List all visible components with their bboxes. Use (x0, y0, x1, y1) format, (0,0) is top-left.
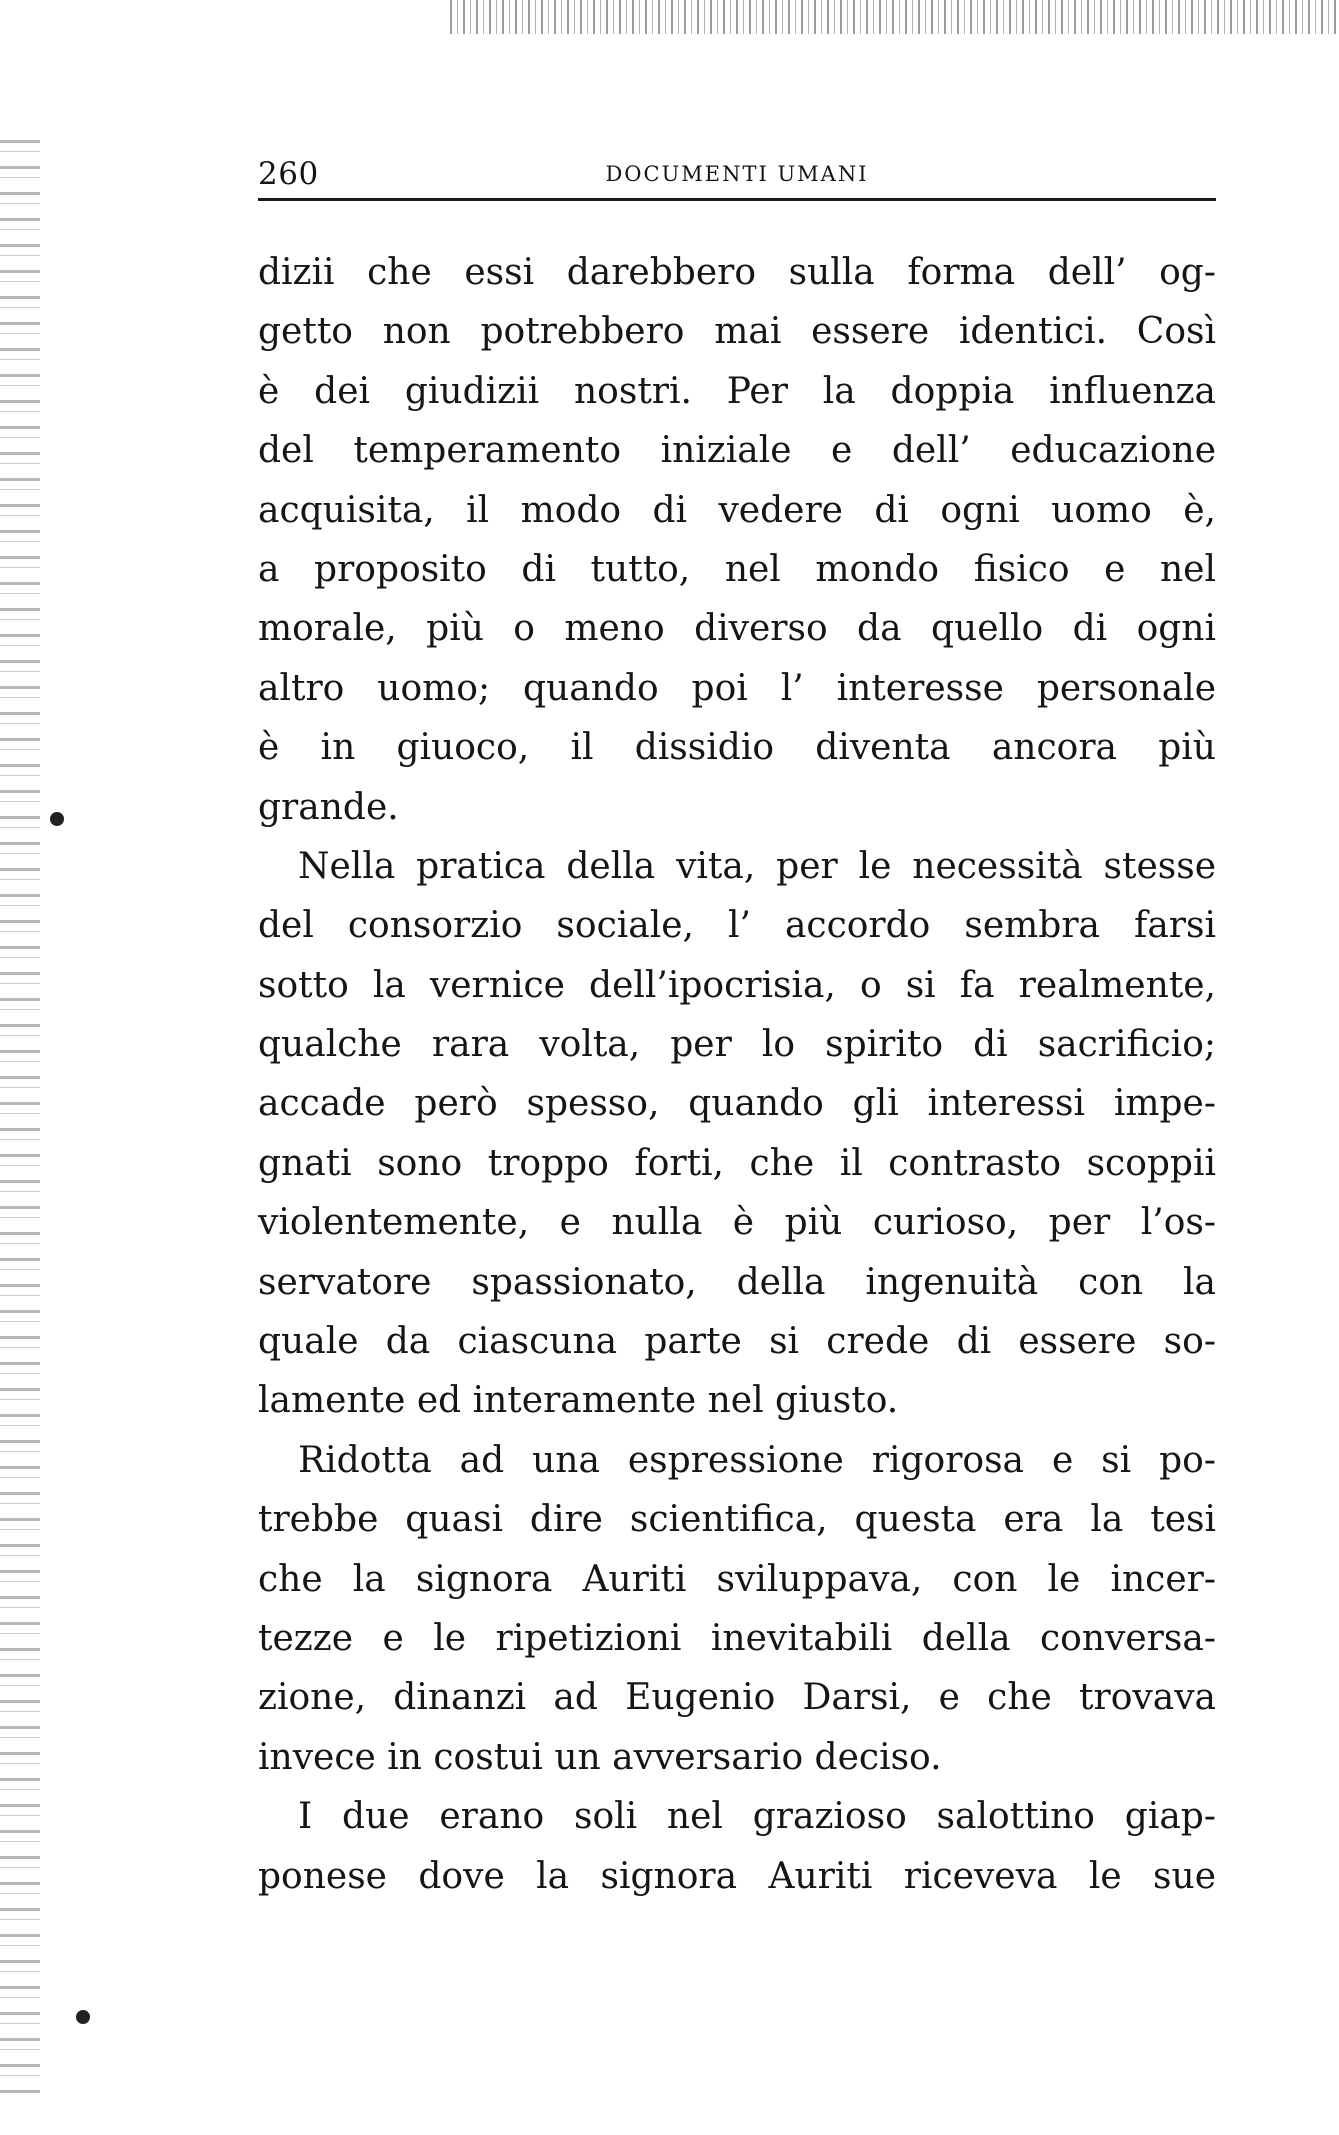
scan-noise-top (450, 0, 1339, 34)
text-line: grande. (258, 786, 399, 828)
text-line: zione, dinanzi ad Eugenio Darsi, e che trovava (258, 1677, 1216, 1719)
running-title: DOCUMENTI UMANI (605, 162, 869, 186)
body-text (258, 243, 1216, 1906)
text-line: getto non potrebbero mai essere identici. Così (258, 311, 1216, 353)
text-line: morale, più o meno diverso da quello di ogni (258, 608, 1216, 650)
scan-noise-left-margin (0, 140, 40, 2100)
text-line: è dei giudizii nostri. Per la doppia influenza (258, 370, 1216, 412)
text-line: gnati sono troppo forti, che il contrasto scoppii (258, 1142, 1216, 1184)
ink-speck (76, 2010, 90, 2024)
text-line: I due erano soli nel grazioso salottino giap- (298, 1796, 1216, 1838)
text-line: del consorzio sociale, l’ accordo sembra farsi (258, 905, 1216, 947)
text-line: sotto la vernice dell’ipocrisia, o si fa realmente, (258, 964, 1216, 1006)
text-line: a proposito di tutto, nel mondo fisico e nel (258, 548, 1216, 590)
ink-speck (50, 812, 64, 826)
text-line: altro uomo; quando poi l’ interesse personale (258, 667, 1216, 709)
text-line: violentemente, e nulla è più curioso, per l’os- (258, 1202, 1216, 1244)
text-line: del temperamento iniziale e dell’ educazione (258, 430, 1216, 472)
text-line: è in giuoco, il dissidio diventa ancora più (258, 727, 1216, 769)
text-line: trebbe quasi dire scientifica, questa era la tesi (258, 1499, 1216, 1541)
text-line: invece in costui un avversario deciso. (258, 1736, 942, 1778)
text-line: dizii che essi darebbero sulla forma dell’ og- (258, 252, 1216, 293)
text-line: acquisita, il modo di vedere di ogni uomo è, (258, 489, 1216, 531)
text-line: accade però spesso, quando gli interessi impe- (258, 1083, 1216, 1125)
text-line: che la signora Auriti sviluppava, con le incer- (258, 1558, 1216, 1600)
text-line: quale da ciascuna parte si crede di essere so- (258, 1321, 1216, 1363)
text-line: tezze e le ripetizioni inevitabili della conversa- (258, 1617, 1216, 1659)
text-line: qualche rara volta, per lo spirito di sacrificio; (258, 1024, 1216, 1066)
text-line: ponese dove la signora Auriti riceveva le sue (258, 1855, 1216, 1897)
page-header (258, 148, 1216, 201)
text-line: servatore spassionato, della ingenuità con la (258, 1261, 1216, 1303)
text-line: Ridotta ad una espressione rigorosa e si po- (298, 1439, 1216, 1481)
text-line: lamente ed interamente nel giusto. (258, 1380, 899, 1422)
text-line: Nella pratica della vita, per le necessità stesse (298, 845, 1216, 887)
page-number: 260 (258, 156, 319, 192)
